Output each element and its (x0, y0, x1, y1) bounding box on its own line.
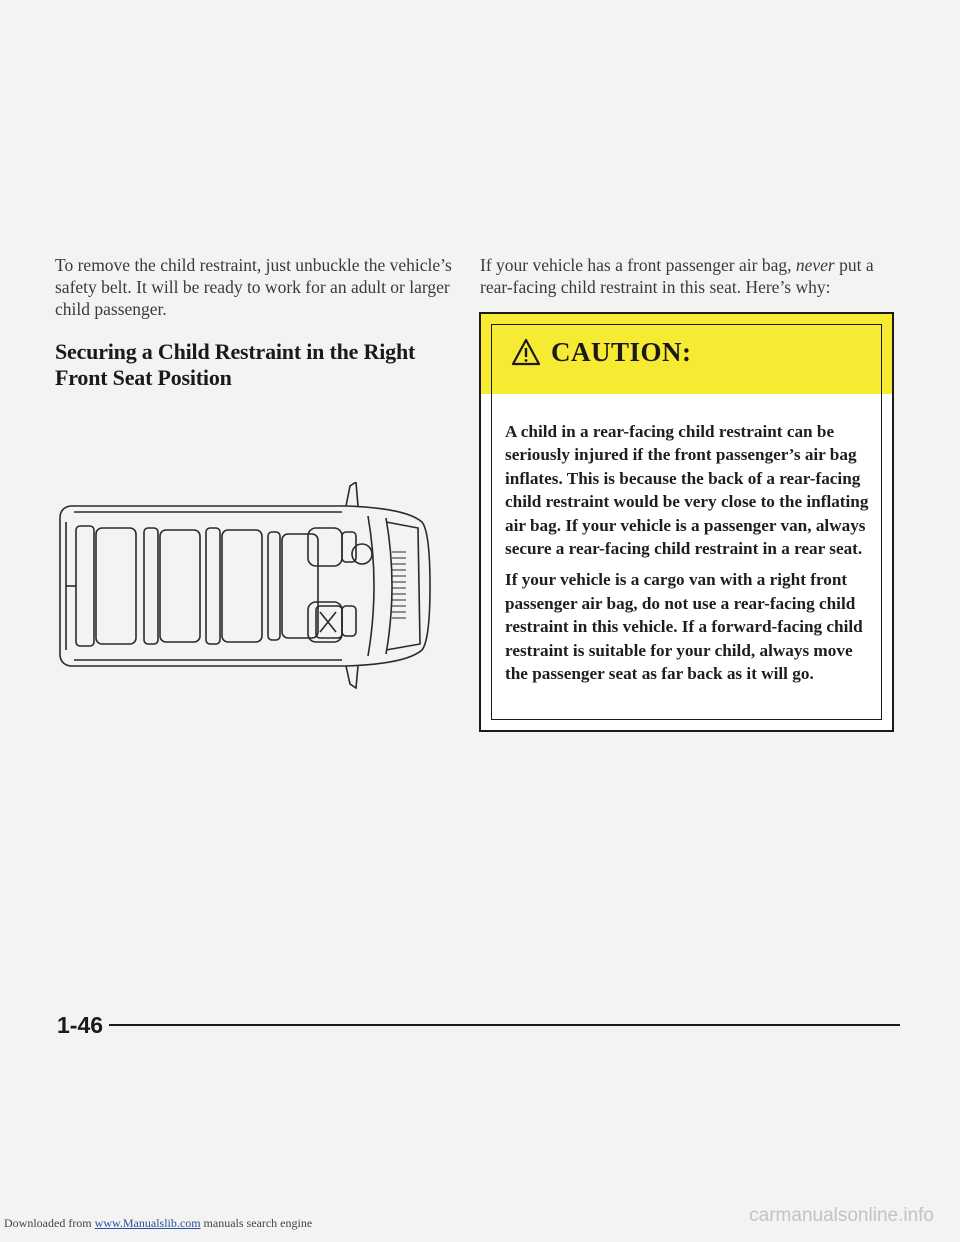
left-column (55, 254, 455, 391)
air-bag-intro-emphasis: never (795, 255, 835, 275)
air-bag-intro-end: put a rear-facing child restraint in this seat. Here’s why: (480, 255, 874, 297)
caution-body (505, 420, 875, 693)
air-bag-intro-start: If your vehicle has a front passenger air bag, (480, 255, 796, 275)
manualslib-link[interactable]: www.Manualslib.com (94, 1216, 201, 1230)
download-banner-prefix: Downloaded from (4, 1216, 95, 1230)
caution-paragraph-1: A child in a rear-facing child restraint can be seriously injured if the front passenger’s air bag inflates. This is because the back of a rear-facing child restraint would be very close to the inflating air bag. If your vehicle is a passenger van, always secure a rear-facing child restraint in a rear seat. (505, 422, 869, 559)
caution-title-text: CAUTION: (551, 336, 692, 367)
warning-triangle-icon (511, 338, 541, 366)
air-bag-intro (480, 254, 900, 298)
caution-box (479, 312, 894, 732)
download-banner (4, 1216, 312, 1231)
caution-title (511, 334, 692, 370)
watermark: carmanualsonline.info (749, 1205, 934, 1226)
van-top-view-illustration (46, 482, 434, 690)
section-heading: Securing a Child Restraint in the Right Front Seat Position (55, 339, 416, 390)
page-number: 1-46 (57, 1010, 109, 1040)
intro-paragraph: To remove the child restraint, just unbuckle the vehicle’s safety belt. It will be ready to work for an adult or larger child passenger. (55, 255, 452, 319)
footer-rule (57, 1024, 900, 1026)
right-column (480, 254, 900, 298)
download-banner-suffix: manuals search engine (200, 1216, 313, 1230)
caution-paragraph-2: If your vehicle is a cargo van with a right front passenger air bag, do not use a rear-facing child restraint in this vehicle. If a forward-facing child restraint is suitable for your child, always move the passenger seat as far back as it will go. (505, 570, 863, 684)
